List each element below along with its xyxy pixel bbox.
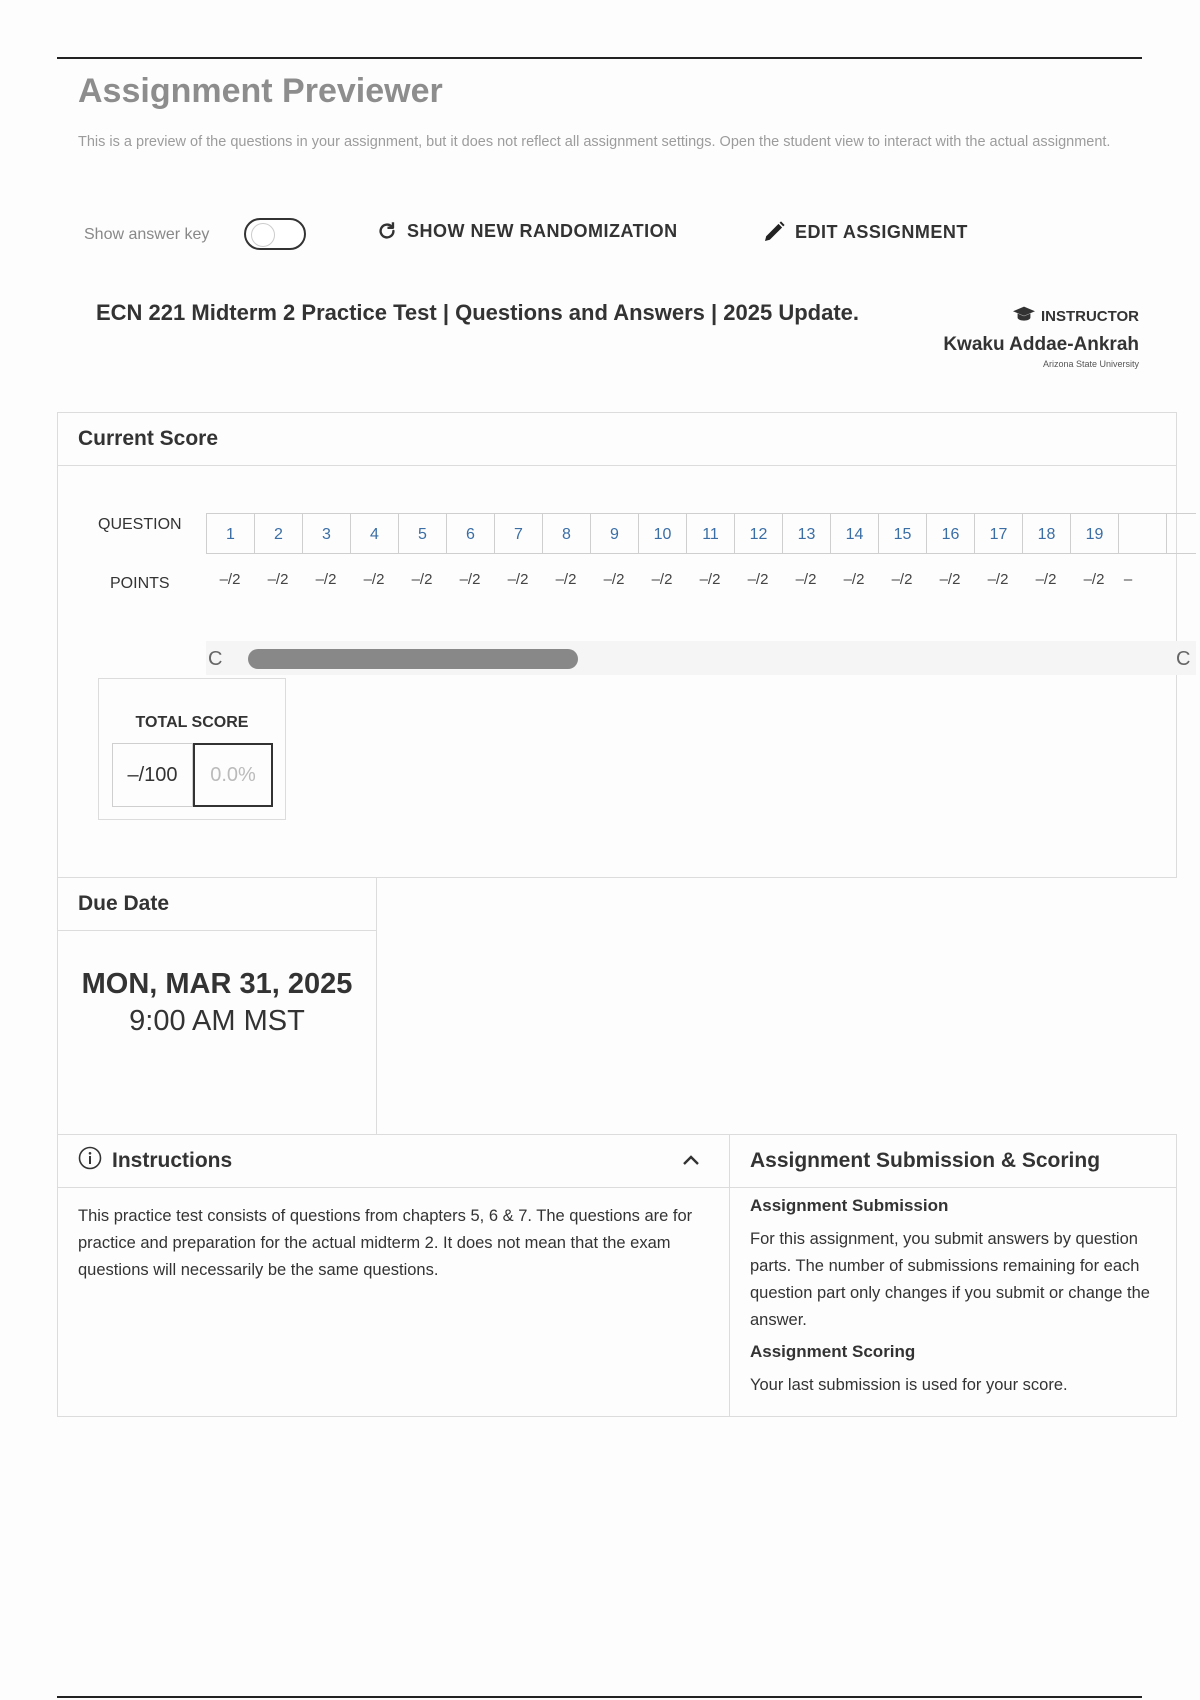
question-link[interactable]: 16 — [927, 514, 975, 554]
question-row-label: QUESTION — [98, 516, 182, 533]
question-link[interactable]: 18 — [1023, 514, 1071, 554]
scoring-text: Your last submission is used for your score. — [750, 1376, 1068, 1394]
total-score-label: TOTAL SCORE — [135, 714, 249, 731]
question-points-partial: – — [1123, 571, 1133, 588]
scroll-right-arrow[interactable]: C — [1176, 648, 1191, 670]
question-link[interactable]: 11 — [687, 514, 735, 554]
instructions-panel — [57, 1134, 730, 1417]
chevron-up-icon[interactable] — [681, 1149, 701, 1173]
submission-scoring-panel — [729, 1134, 1177, 1417]
question-points: –/2 — [747, 571, 769, 588]
question-link[interactable]: 4 — [351, 514, 399, 554]
show-new-randomization-button[interactable] — [376, 220, 678, 242]
instructor-university: Arizona State University — [1042, 359, 1139, 369]
question-link[interactable]: 9 — [591, 514, 639, 554]
due-date-value: MON, MAR 31, 2025 — [81, 968, 353, 1000]
total-score-percent: 0.0% — [193, 743, 273, 807]
question-points: –/2 — [267, 571, 289, 588]
question-points: –/2 — [555, 571, 577, 588]
question-points: –/2 — [507, 571, 529, 588]
assignment-title: ECN 221 Midterm 2 Practice Test | Questions and Answers | 2025 Update. — [96, 300, 860, 325]
question-link[interactable]: 6 — [447, 514, 495, 554]
question-points: –/2 — [315, 571, 337, 588]
question-link[interactable]: 2 — [255, 514, 303, 554]
question-scroll-thumb[interactable] — [248, 649, 578, 669]
instructions-header[interactable] — [58, 1135, 729, 1188]
instructions-heading: Instructions — [112, 1149, 233, 1172]
current-score-panel — [57, 412, 1191, 878]
question-points: –/2 — [939, 571, 961, 588]
question-points: –/2 — [651, 571, 673, 588]
question-link[interactable]: 7 — [495, 514, 543, 554]
top-rule — [57, 57, 1142, 59]
question-link[interactable]: 12 — [735, 514, 783, 554]
question-link[interactable]: 15 — [879, 514, 927, 554]
answer-key-toggle[interactable] — [244, 218, 306, 250]
question-points: –/2 — [987, 571, 1009, 588]
pencil-icon — [762, 220, 786, 244]
due-date-heading: Due Date — [58, 878, 376, 931]
submission-text: For this assignment, you submit answers by question parts. The number of submissions remaining for each question part only changes if you submit or change the answer. — [750, 1230, 1150, 1329]
question-link[interactable]: 8 — [543, 514, 591, 554]
question-points: –/2 — [891, 571, 913, 588]
due-time-value: 9:00 AM MST — [129, 1005, 305, 1037]
answer-key-label: Show answer key — [84, 226, 210, 243]
question-points: –/2 — [699, 571, 721, 588]
scroll-left-arrow[interactable]: C — [208, 648, 223, 670]
instructor-info — [943, 306, 1139, 369]
page-title: Assignment Previewer — [78, 72, 443, 110]
question-points: –/2 — [459, 571, 481, 588]
question-link-partial[interactable] — [1119, 514, 1167, 554]
question-points: –/2 — [795, 571, 817, 588]
question-points: –/2 — [843, 571, 865, 588]
question-navigation-row — [206, 513, 1196, 554]
question-points: –/2 — [363, 571, 385, 588]
toggle-knob — [251, 223, 275, 247]
toolbar — [84, 215, 1144, 255]
question-points: –/2 — [1035, 571, 1057, 588]
refresh-icon — [376, 220, 398, 242]
instructor-label: INSTRUCTOR — [1040, 307, 1139, 325]
due-date-panel — [57, 877, 377, 1135]
total-score-points: –/100 — [112, 743, 193, 807]
edit-label: EDIT ASSIGNMENT — [795, 221, 968, 242]
bottom-rule — [57, 1696, 1142, 1698]
points-row-label: POINTS — [110, 575, 170, 592]
question-link[interactable]: 1 — [207, 514, 255, 554]
total-score-box — [98, 678, 286, 820]
info-icon — [78, 1146, 102, 1176]
question-points: –/2 — [1083, 571, 1105, 588]
question-link[interactable]: 17 — [975, 514, 1023, 554]
question-points: –/2 — [219, 571, 241, 588]
submission-scoring-heading: Assignment Submission & Scoring — [730, 1135, 1176, 1188]
question-link[interactable]: 3 — [303, 514, 351, 554]
page-description: This is a preview of the questions in your assignment, but it does not reflect all assignment settings. Open the student view to interact with the actual assignment. — [78, 134, 1111, 150]
question-points: –/2 — [603, 571, 625, 588]
question-link[interactable]: 10 — [639, 514, 687, 554]
question-link[interactable]: 19 — [1071, 514, 1119, 554]
submission-subheading: Assignment Submission — [750, 1196, 949, 1215]
question-points: –/2 — [411, 571, 433, 588]
question-link[interactable]: 13 — [783, 514, 831, 554]
instructions-text: This practice test consists of questions from chapters 5, 6 & 7. The questions are for practice and preparation for the actual midterm 2. It does not mean that the exam questions will necessarily be the same questions. — [78, 1207, 693, 1279]
scoring-subheading: Assignment Scoring — [750, 1342, 916, 1361]
question-link[interactable]: 14 — [831, 514, 879, 554]
instructor-name: Kwaku Addae-Ankrah — [943, 334, 1139, 355]
randomize-label: SHOW NEW RANDOMIZATION — [407, 220, 678, 241]
question-link[interactable]: 5 — [399, 514, 447, 554]
graduation-cap-icon — [1013, 306, 1035, 326]
current-score-heading: Current Score — [58, 413, 1176, 466]
edit-assignment-button[interactable] — [762, 220, 968, 244]
